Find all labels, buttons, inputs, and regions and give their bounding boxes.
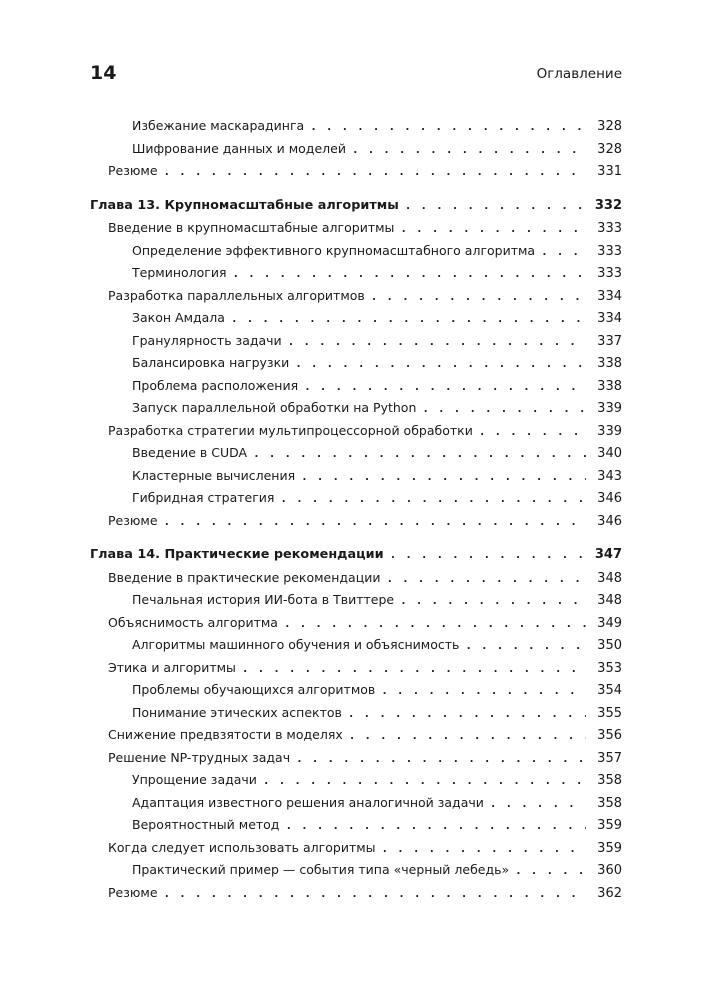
dot-leader bbox=[304, 380, 586, 393]
toc-entry-title: Избежание маскарадинга bbox=[132, 118, 305, 133]
toc-entry[interactable] bbox=[90, 141, 622, 164]
dot-leader bbox=[280, 492, 586, 505]
dot-leader bbox=[405, 199, 586, 212]
toc-entry-title: Кластерные вычисления bbox=[132, 467, 296, 483]
dot-leader bbox=[422, 402, 586, 415]
dot-leader bbox=[381, 684, 586, 697]
toc-entry-page: 343 bbox=[597, 468, 622, 484]
toc-entry-page: 339 bbox=[597, 423, 622, 439]
toc-entry-title: Терминология bbox=[132, 265, 227, 280]
toc-entry[interactable] bbox=[90, 163, 622, 186]
dot-leader bbox=[164, 515, 586, 528]
toc-chapter-entry[interactable] bbox=[90, 547, 622, 570]
toc-entry[interactable] bbox=[90, 637, 622, 660]
toc-entry[interactable] bbox=[90, 750, 622, 773]
toc-entry[interactable] bbox=[90, 118, 622, 141]
toc-entry-page: 350 bbox=[597, 638, 622, 653]
toc-entry[interactable] bbox=[90, 288, 622, 311]
toc-entry[interactable] bbox=[90, 423, 622, 446]
toc-entry[interactable] bbox=[90, 265, 622, 288]
toc-entry[interactable] bbox=[90, 705, 622, 728]
toc-entry[interactable] bbox=[90, 840, 622, 863]
dot-leader bbox=[310, 120, 586, 133]
dot-leader bbox=[232, 267, 586, 280]
dot-leader bbox=[164, 887, 586, 900]
toc-entry-title: Алгоритмы машинного обучения и объяснимость bbox=[132, 637, 460, 652]
toc-entry-page: 332 bbox=[594, 197, 622, 213]
toc-entry[interactable] bbox=[90, 355, 622, 378]
toc-entry[interactable] bbox=[90, 243, 622, 266]
toc-entry[interactable] bbox=[90, 220, 622, 243]
dot-leader bbox=[386, 572, 586, 585]
toc-entry-page: 339 bbox=[597, 401, 622, 416]
toc-entry-title: Резюме bbox=[108, 163, 158, 178]
toc-entry-title: Проблема расположения bbox=[132, 377, 299, 393]
toc-entry-title: Введение в крупномасштабные алгоритмы bbox=[108, 220, 395, 235]
toc-entry[interactable] bbox=[90, 682, 622, 705]
toc-entry-title: Глава 14. Практические рекомендации bbox=[90, 547, 384, 562]
toc-entry-title: Резюме bbox=[108, 884, 158, 900]
toc-entry-page: 338 bbox=[597, 356, 622, 371]
toc-entry[interactable] bbox=[90, 378, 622, 401]
toc-entry-page: 359 bbox=[597, 840, 622, 856]
toc-entry-title: Снижение предвзятости в моделях bbox=[108, 727, 343, 742]
toc-entry-page: 362 bbox=[597, 885, 622, 901]
toc-entry[interactable] bbox=[90, 310, 622, 333]
dot-leader bbox=[400, 594, 586, 607]
toc-entry[interactable] bbox=[90, 468, 622, 491]
dot-leader bbox=[295, 357, 586, 370]
dot-leader bbox=[231, 312, 586, 325]
toc-entry-page: 328 bbox=[597, 119, 622, 134]
toc-entry-title: Гибридная стратегия bbox=[132, 490, 275, 505]
toc-entry-title: Упрощение задачи bbox=[132, 772, 257, 787]
toc-entry[interactable] bbox=[90, 615, 622, 638]
toc-entry-title: Вероятностный метод bbox=[132, 817, 280, 832]
toc-entry-title: Этика и алгоритмы bbox=[108, 659, 236, 675]
toc-entry-page: 334 bbox=[597, 311, 622, 326]
toc-entry[interactable] bbox=[90, 333, 622, 356]
running-head: Оглавление bbox=[536, 66, 622, 82]
toc-entry-page: 354 bbox=[597, 683, 622, 698]
dot-leader bbox=[349, 729, 586, 742]
toc-entry-title: Объяснимость алгоритма bbox=[108, 614, 278, 630]
toc-entry-page: 358 bbox=[597, 773, 622, 788]
dot-leader bbox=[288, 335, 586, 348]
toc-entry-page: 348 bbox=[597, 593, 622, 608]
toc-entry[interactable] bbox=[90, 513, 622, 536]
toc-entry-page: 349 bbox=[597, 615, 622, 631]
toc-entry-page: 334 bbox=[597, 288, 622, 304]
toc-entry-title: Балансировка нагрузки bbox=[132, 355, 290, 370]
toc-entry-title: Адаптация известного решения аналогичной задачи bbox=[132, 794, 484, 810]
toc-entry-title: Разработка стратегии мультипроцессорной обработки bbox=[108, 422, 473, 438]
dot-leader bbox=[382, 842, 586, 855]
dot-leader bbox=[164, 165, 586, 178]
toc-entry-title: Шифрование данных и моделей bbox=[132, 140, 346, 156]
toc-entry-page: 358 bbox=[597, 795, 622, 811]
dot-leader bbox=[541, 245, 586, 258]
toc-entry[interactable] bbox=[90, 570, 622, 593]
toc-entry-title: Практический пример — события типа «черный лебедь» bbox=[132, 862, 510, 877]
toc-entry-page: 348 bbox=[597, 570, 622, 586]
toc-entry-page: 333 bbox=[597, 243, 622, 259]
section-gap bbox=[90, 535, 622, 547]
toc-entry[interactable] bbox=[90, 490, 622, 513]
toc-entry[interactable] bbox=[90, 592, 622, 615]
toc-entry-page: 340 bbox=[597, 446, 622, 461]
dot-leader bbox=[242, 662, 586, 675]
toc-entry-page: 337 bbox=[597, 333, 622, 349]
dot-leader bbox=[390, 548, 586, 561]
dot-leader bbox=[371, 290, 586, 303]
toc-entry-title: Введение в CUDA bbox=[132, 445, 248, 460]
dot-leader bbox=[301, 470, 586, 483]
toc-entry[interactable] bbox=[90, 772, 622, 795]
dot-leader bbox=[296, 752, 586, 765]
toc-entry-page: 356 bbox=[597, 728, 622, 743]
toc-entry-page: 333 bbox=[597, 221, 622, 236]
toc-entry-title: Понимание этических аспектов bbox=[132, 704, 342, 720]
toc-entry-title: Закон Амдала bbox=[132, 310, 225, 325]
toc-entry-title: Глава 13. Крупномасштабные алгоритмы bbox=[90, 197, 399, 213]
toc-entry-page: 333 bbox=[597, 266, 622, 281]
toc-entry-title: Резюме bbox=[108, 512, 158, 528]
toc-entry[interactable] bbox=[90, 445, 622, 468]
toc-entry-page: 355 bbox=[597, 705, 622, 721]
dot-leader bbox=[284, 617, 586, 630]
dot-leader bbox=[479, 425, 586, 438]
toc-entry-page: 331 bbox=[597, 164, 622, 179]
dot-leader bbox=[352, 143, 586, 156]
toc-entry-title: Определение эффективного крупномасштабного алгоритма bbox=[132, 242, 536, 258]
section-gap bbox=[90, 186, 622, 198]
toc-entry[interactable] bbox=[90, 727, 622, 750]
table-of-contents bbox=[90, 118, 622, 907]
dot-leader bbox=[348, 707, 586, 720]
toc-entry-title: Введение в практические рекомендации bbox=[108, 569, 381, 585]
dot-leader bbox=[515, 864, 586, 877]
toc-entry-page: 359 bbox=[597, 818, 622, 833]
dot-leader bbox=[285, 819, 586, 832]
toc-entry-title: Проблемы обучающихся алгоритмов bbox=[132, 682, 376, 697]
dot-leader bbox=[400, 222, 586, 235]
toc-entry-page: 328 bbox=[597, 141, 622, 157]
toc-entry[interactable] bbox=[90, 885, 622, 908]
toc-entry-title: Печальная история ИИ-бота в Твиттере bbox=[132, 592, 395, 607]
toc-entry-page: 357 bbox=[597, 750, 622, 766]
toc-entry[interactable] bbox=[90, 660, 622, 683]
toc-entry-page: 360 bbox=[597, 863, 622, 878]
dot-leader bbox=[253, 447, 586, 460]
dot-leader bbox=[465, 639, 586, 652]
toc-entry-page: 347 bbox=[594, 547, 622, 562]
toc-entry-title: Разработка параллельных алгоритмов bbox=[108, 287, 365, 303]
dot-leader bbox=[490, 797, 586, 810]
toc-entry-page: 346 bbox=[597, 491, 622, 506]
toc-chapter-entry[interactable] bbox=[90, 198, 622, 221]
page-header bbox=[90, 62, 622, 92]
toc-entry-page: 353 bbox=[597, 660, 622, 676]
toc-entry-title: Когда следует использовать алгоритмы bbox=[108, 839, 376, 855]
toc-entry-title: Запуск параллельной обработки на Python bbox=[132, 400, 417, 415]
toc-entry[interactable] bbox=[90, 400, 622, 423]
page-number: 14 bbox=[90, 62, 117, 84]
toc-entry-page: 346 bbox=[597, 513, 622, 529]
toc-entry-title: Гранулярность задачи bbox=[132, 332, 282, 348]
toc-entry-title: Решение NP-трудных задач bbox=[108, 749, 291, 765]
toc-entry[interactable] bbox=[90, 795, 622, 818]
toc-entry[interactable] bbox=[90, 862, 622, 885]
dot-leader bbox=[263, 774, 586, 787]
toc-entry[interactable] bbox=[90, 817, 622, 840]
toc-entry-page: 338 bbox=[597, 378, 622, 394]
